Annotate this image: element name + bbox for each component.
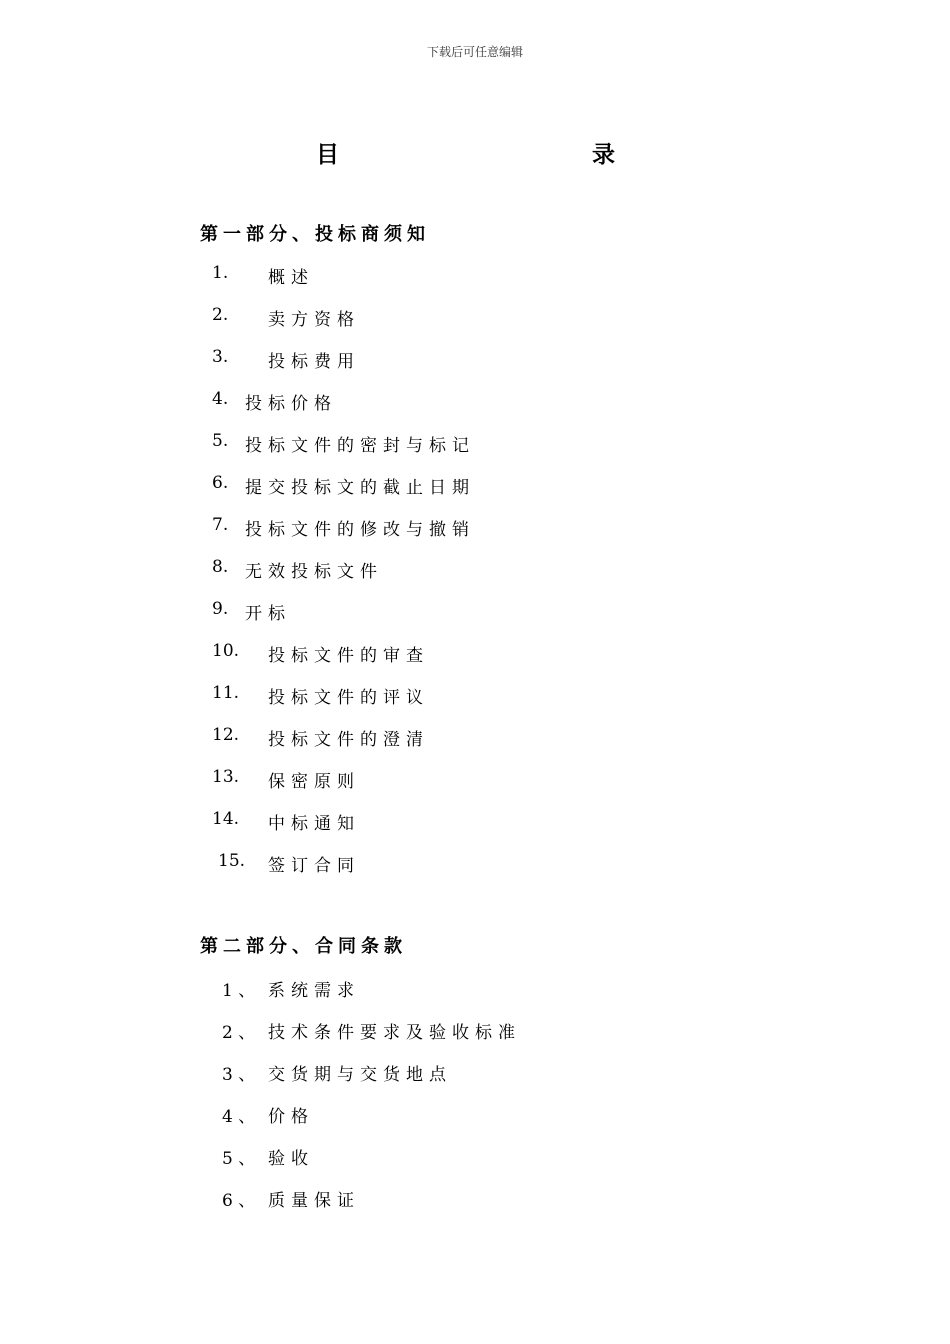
toc-item-number: 5.	[212, 431, 229, 451]
toc-item-text: 提交投标文的截止日期	[245, 478, 475, 498]
toc-title-char-2: 录	[592, 141, 615, 168]
toc-item-number: 4 、	[222, 1107, 256, 1127]
toc-item-number: 7.	[212, 515, 229, 535]
toc-item-number: 14.	[212, 809, 240, 829]
toc-item-text: 投标价格	[245, 394, 337, 414]
part1-heading: 第一部分、投标商须知	[200, 224, 430, 245]
toc-item-number: 3.	[212, 347, 229, 367]
toc-item-text: 中标通知	[268, 814, 360, 834]
toc-item-number: 6 、	[222, 1191, 256, 1211]
toc-item-number: 10.	[212, 641, 240, 661]
toc-item-text: 投标费用	[268, 352, 360, 372]
toc-item-text: 投标文件的评议	[268, 688, 429, 708]
toc-item-text: 价格	[268, 1107, 314, 1127]
toc-item-number: 1 、	[222, 981, 256, 1001]
toc-item-text: 投标文件的审查	[268, 646, 429, 666]
toc-item-text: 投标文件的澄清	[268, 730, 429, 750]
toc-item-number: 1.	[212, 263, 229, 283]
toc-item-number: 2.	[212, 305, 229, 325]
toc-item-number: 11.	[212, 683, 240, 703]
toc-item-number: 4.	[212, 389, 229, 409]
toc-item-text: 系统需求	[268, 981, 360, 1001]
toc-item-text: 签订合同	[268, 856, 360, 876]
toc-item-number: 15.	[218, 851, 246, 871]
toc-item-number: 3 、	[222, 1065, 256, 1085]
toc-item-text: 投标文件的密封与标记	[245, 436, 475, 456]
toc-item-number: 5 、	[222, 1149, 256, 1169]
toc-item-text: 验收	[268, 1149, 314, 1169]
toc-item-number: 9.	[212, 599, 229, 619]
toc-item-text: 开标	[245, 604, 291, 624]
toc-item-text: 质量保证	[268, 1191, 360, 1211]
toc-item-text: 交货期与交货地点	[268, 1065, 452, 1085]
toc-item-text: 技术条件要求及验收标准	[268, 1023, 521, 1043]
toc-item-number: 2 、	[222, 1023, 256, 1043]
toc-item-number: 8.	[212, 557, 229, 577]
toc-item-number: 13.	[212, 767, 240, 787]
toc-item-number: 6.	[212, 473, 229, 493]
toc-item-text: 卖方资格	[268, 310, 360, 330]
page-header-note: 下载后可任意编辑	[426, 45, 523, 59]
toc-item-text: 无效投标文件	[245, 562, 383, 582]
toc-item-text: 保密原则	[268, 772, 360, 792]
toc-item-number: 12.	[212, 725, 240, 745]
toc-item-text: 概述	[268, 268, 314, 288]
toc-title-char-1: 目	[316, 141, 339, 168]
toc-item-text: 投标文件的修改与撤销	[245, 520, 475, 540]
part2-heading: 第二部分、合同条款	[200, 936, 407, 957]
